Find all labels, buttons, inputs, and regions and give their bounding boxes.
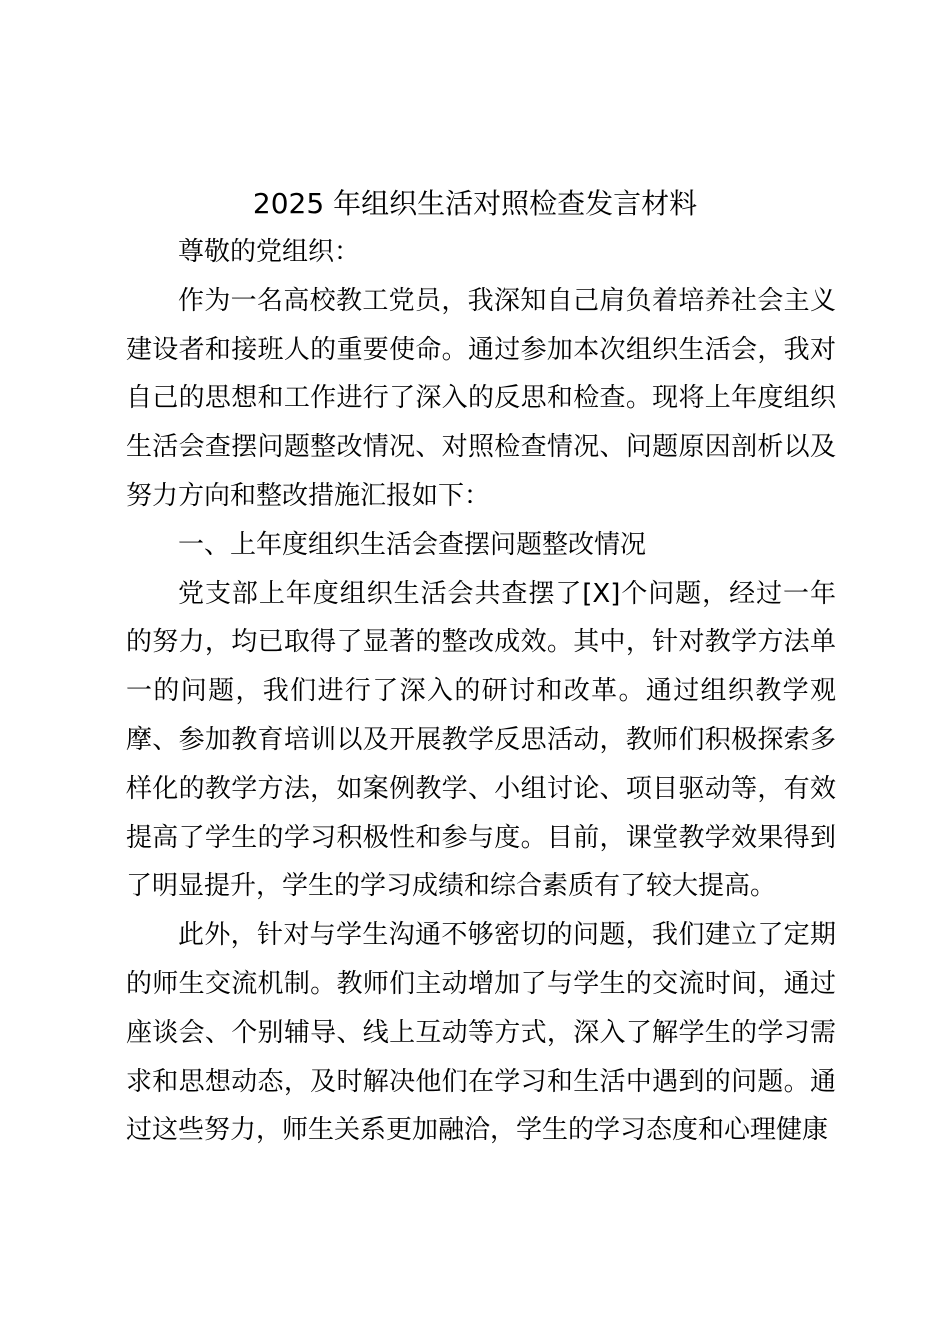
document-body	[126, 228, 836, 1155]
section-paragraph: 此外，针对与学生沟通不够密切的问题，我们建立了定期的师生交流机制。教师们主动增加了与学生的交流时间，通过座谈会、个别辅导、线上互动等方式，深入了解学生的学习需求和思想动态，及时解决他们在学习和生活中遇到的问题。通过这些努力，师生关系更加融洽，学生的学习态度和心理健康	[126, 920, 836, 1146]
greeting: 尊敬的党组织：	[178, 237, 361, 267]
intro-paragraph: 作为一名高校教工党员，我深知自己肩负着培养社会主义建设者和接班人的重要使命。通过参加本次组织生活会，我对自己的思想和工作进行了深入的反思和检查。现将上年度组织生活会查摆问题整改情况、对照检查情况、问题原因剖析以及努力方向和整改措施汇报如下：	[126, 285, 836, 511]
section-paragraph: 党支部上年度组织生活会共查摆了[X]个问题，经过一年的努力，均已取得了显著的整改成效。其中，针对教学方法单一的问题，我们进行了深入的研讨和改革。通过组织教学观摩、参加教育培训以及开展教学反思活动，教师们积极探索多样化的教学方法，如案例教学、小组讨论、项目驱动等，有效提高了学生的学习积极性和参与度。目前，课堂教学效果得到了明显提升，学生的学习成绩和综合素质有了较大提高。	[126, 578, 836, 902]
document-title: 2025 年组织生活对照检查发言材料	[252, 187, 698, 220]
section-heading: 一、上年度组织生活会查摆问题整改情况	[178, 529, 647, 560]
